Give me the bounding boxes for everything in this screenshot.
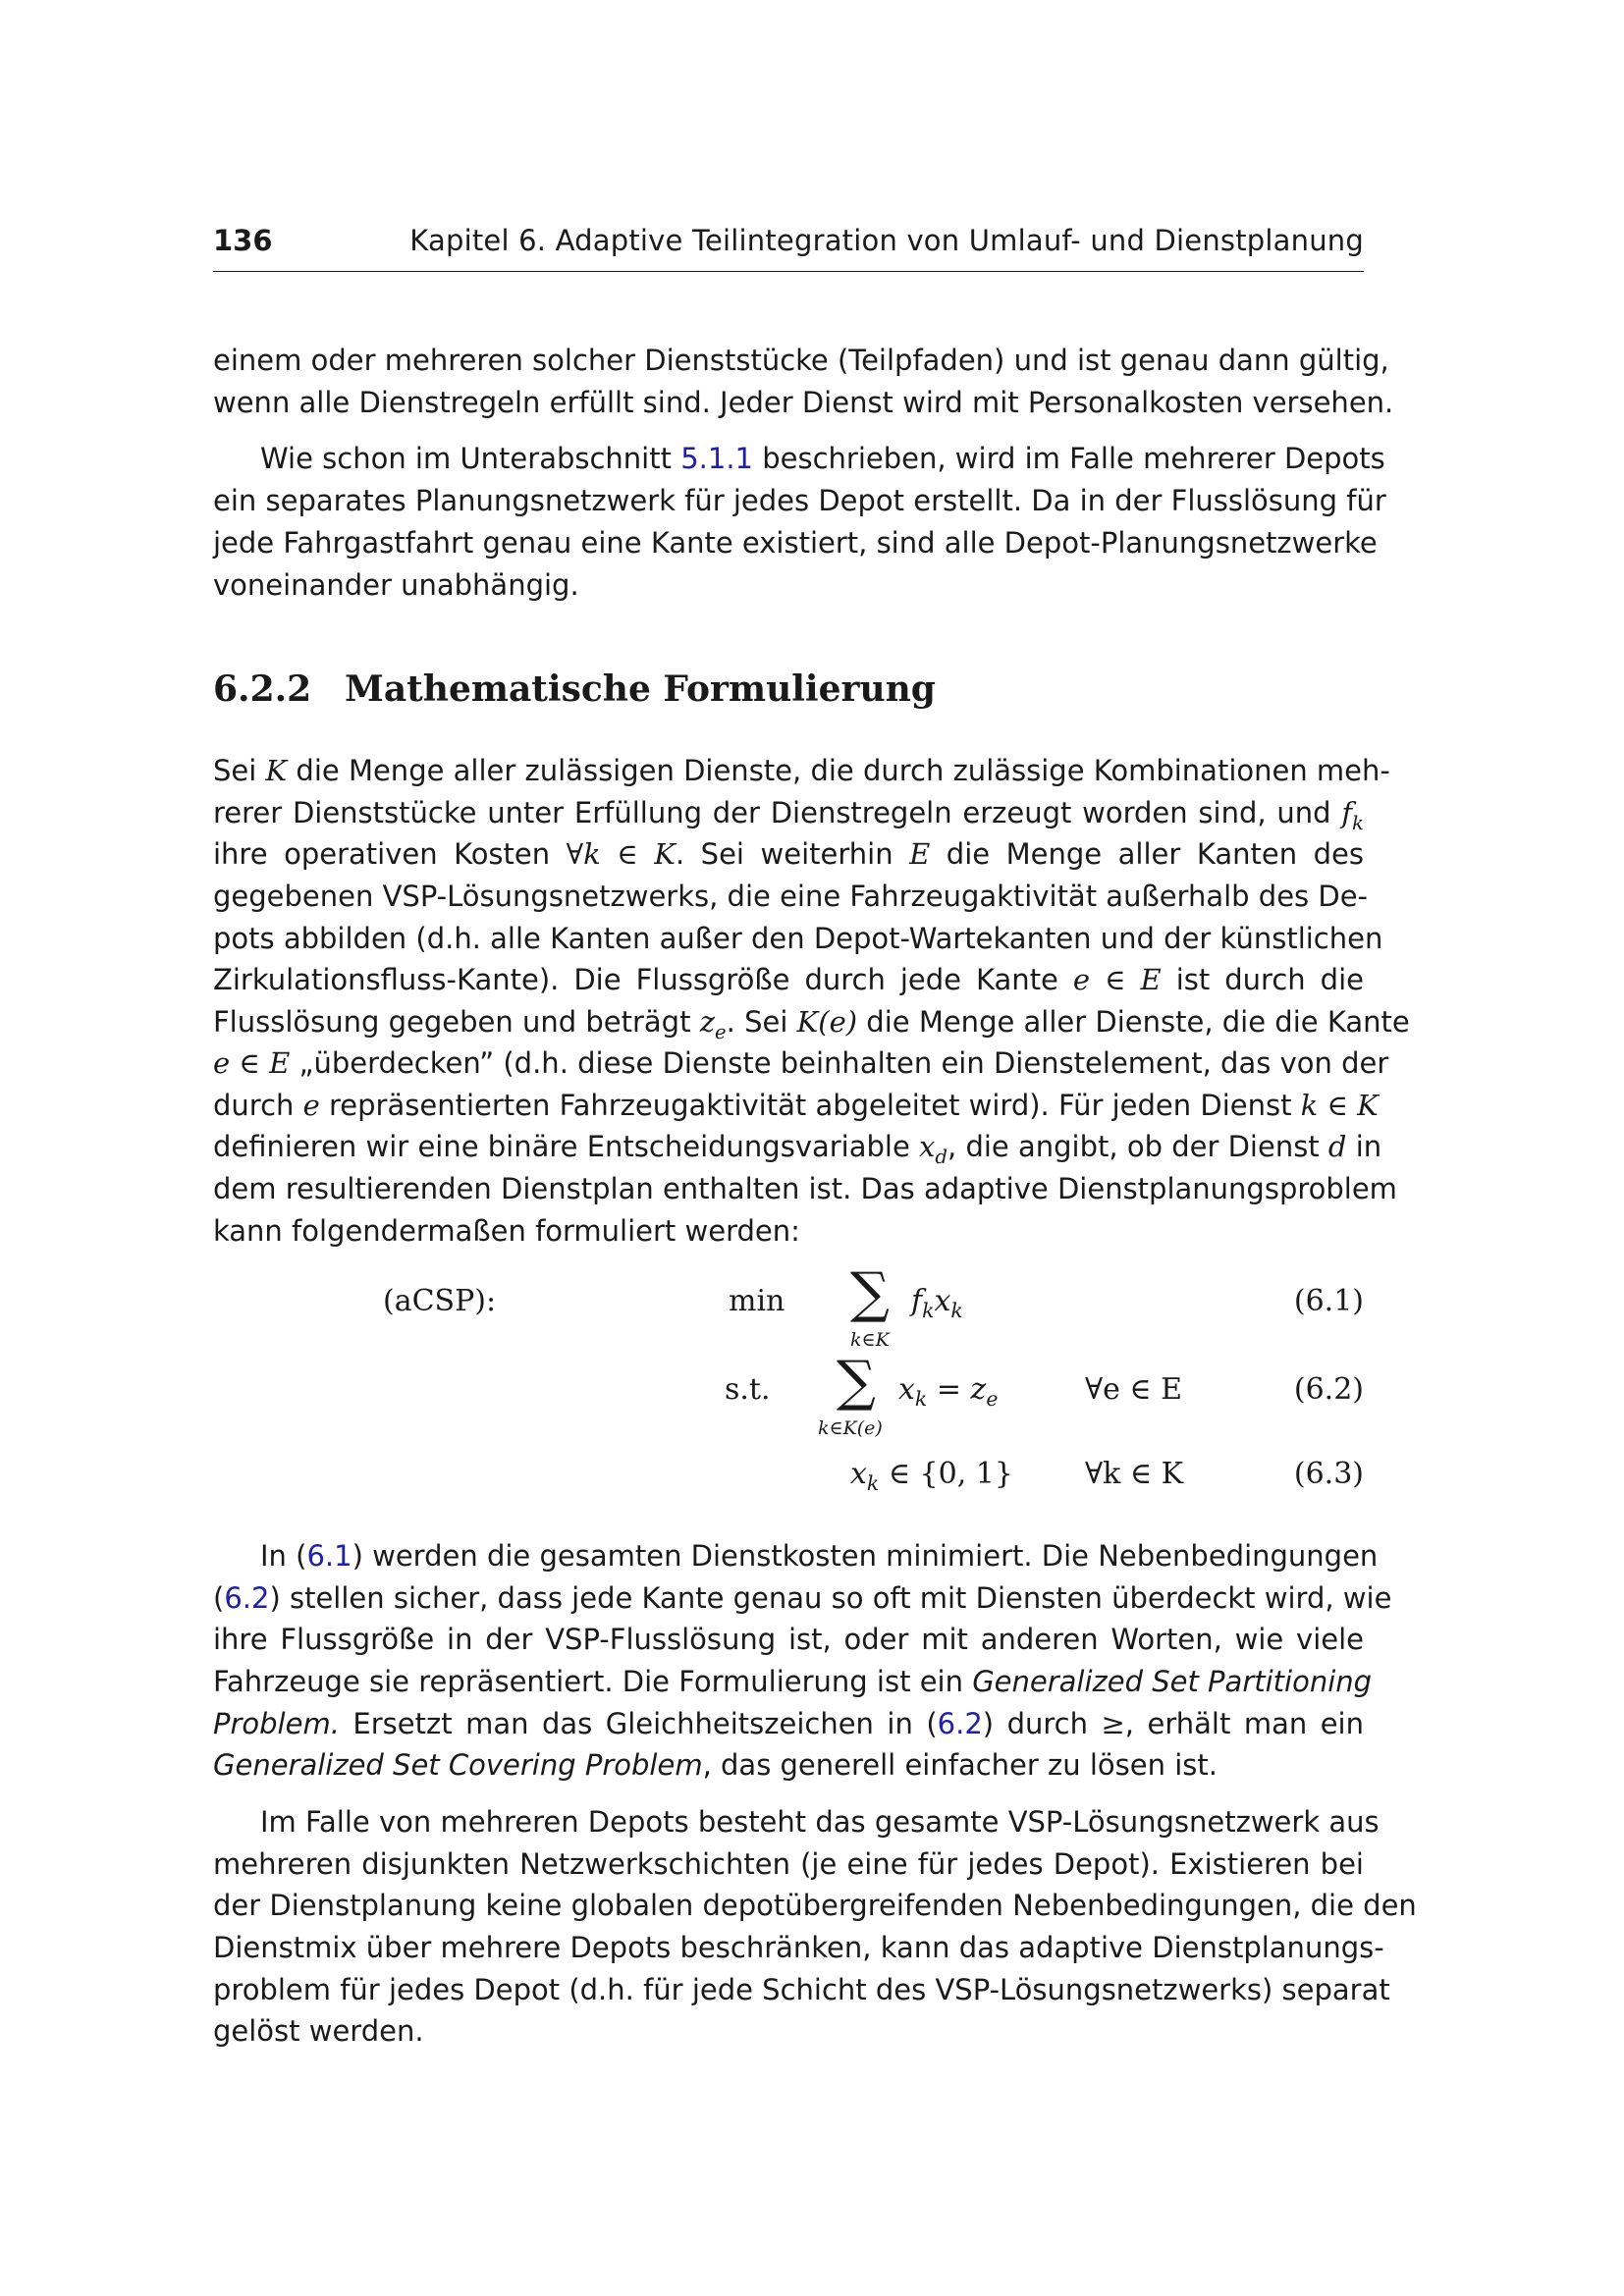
text-line: der Dienstplanung keine globalen depotübergreifenden Nebenbedingungen, die den <box>213 1889 1417 1922</box>
sum-symbol: ∑ <box>837 1350 876 1414</box>
text-line: Im Falle von mehreren Depots besteht das gesamte VSP-Lösungsnetzwerk aus <box>260 1805 1380 1839</box>
crossref-link[interactable]: 6.2 <box>937 1707 983 1740</box>
text-line: ihre operativen Kosten ∀k ∈ K. Sei weiterhin E die Menge aller Kanten des <box>213 837 1364 871</box>
text-line: rerer Dienststücke unter Erfüllung der Dienstregeln erzeugt worden sind, und $f_k$ <box>213 796 1364 834</box>
text-line: Wie schon im Unterabschnitt 5.1.1 beschrieben, wird im Falle mehrerer Depots <box>260 442 1385 475</box>
equation-number: (6.2) <box>1293 1372 1364 1407</box>
text-line: Flusslösung gegeben und beträgt $z_e$. Sei K(e) die Menge aller Dienste, die die Kante <box>213 1005 1410 1043</box>
equation-number: (6.3) <box>1293 1457 1364 1491</box>
objective-expression: $f_kx_k$ <box>911 1284 963 1322</box>
equation-number: (6.1) <box>1293 1284 1364 1318</box>
text-line: ihre Flussgröße in der VSP-Flusslösung ist, oder mit anderen Worten, wie viele <box>213 1623 1364 1656</box>
section-heading <box>213 668 936 710</box>
text-line: Problem. Ersetzt man das Gleichheitszeichen in (6.2) durch ≥, erhält man ein <box>213 1707 1364 1740</box>
text-line: Zirkulationsfluss-Kante). Die Flussgröße durch jede Kante e ∈ E ist durch die <box>213 963 1364 996</box>
crossref-link[interactable]: 5.1.1 <box>680 442 753 475</box>
text-line: e ∈ E „überdecken” (d.h. diese Dienste beinhalten ein Dienstelement, das von der <box>213 1046 1389 1080</box>
text-line: problem für jedes Depot (d.h. für jede Schicht des VSP-Lösungsnetzwerks) separat <box>213 1973 1390 2006</box>
constraint-quantifier: ∀k ∈ K <box>1085 1457 1183 1491</box>
sum-index: k∈K(e) <box>818 1417 883 1439</box>
text-line: Fahrzeuge sie repräsentiert. Die Formulierung ist ein Generalized Set Partitioning <box>213 1665 1373 1698</box>
text-line: pots abbilden (d.h. alle Kanten außer den Depot-Wartekanten und der künstlichen <box>213 922 1383 955</box>
text-line: voneinander unabhängig. <box>213 568 579 602</box>
section-number: 6.2.2 <box>213 668 312 710</box>
sum-index: k∈K <box>850 1329 890 1351</box>
running-header <box>213 224 1364 272</box>
text-line: gegebenen VSP-Lösungsnetzwerks, die eine Fahrzeugaktivität außerhalb des De- <box>213 880 1369 913</box>
text-line: durch e repräsentierten Fahrzeugaktivität abgeleitet wird). Für jeden Dienst k ∈ K <box>213 1089 1379 1122</box>
section-title: Mathematische Formulierung <box>345 668 936 710</box>
text-line: jede Fahrgastfahrt genau eine Kante existiert, sind alle Depot-Planungsnetzwerke <box>213 526 1378 560</box>
text-line: kann folgendermaßen formuliert werden: <box>213 1214 800 1248</box>
text-line: wenn alle Dienstregeln erfüllt sind. Jeder Dienst wird mit Personalkosten versehen. <box>213 386 1394 419</box>
sum-symbol: ∑ <box>850 1261 890 1325</box>
text-line: (6.2) stellen sicher, dass jede Kante genau so oft mit Diensten überdeckt wird, wie <box>213 1581 1392 1615</box>
text-line: Sei K die Menge aller zulässigen Dienste, die durch zulässige Kombinationen meh- <box>213 754 1390 787</box>
constraint-expression: $x_k = z_e$ <box>898 1372 999 1411</box>
text-line: Generalized Set Covering Problem, das generell einfacher zu lösen ist. <box>213 1748 1218 1782</box>
text-line: In (6.1) werden die gesamten Dienstkosten minimiert. Die Nebenbedingungen <box>260 1539 1379 1573</box>
text-line: einem oder mehreren solcher Dienststücke (Teilpfaden) und ist genau dann gültig, <box>213 344 1389 377</box>
crossref-link[interactable]: 6.2 <box>224 1581 270 1615</box>
min-keyword: min <box>729 1284 785 1318</box>
text-line: dem resultierenden Dienstplan enthalten ist. Das adaptive Dienstplanungsproblem <box>213 1172 1397 1205</box>
chapter-title: Kapitel 6. Adaptive Teilintegration von Umlauf- und Dienstplanung <box>409 224 1364 257</box>
text-line: mehreren disjunkten Netzwerkschichten (je eine für jedes Depot). Existieren bei <box>213 1847 1364 1881</box>
text-line: gelöst werden. <box>213 2014 424 2048</box>
constraint-expression: $x_k$ ∈ {0, 1} <box>850 1457 1013 1495</box>
text-line: ein separates Planungsnetzwerk für jedes Depot erstellt. Da in der Flusslösung für <box>213 484 1386 517</box>
page-number: 136 <box>213 224 273 257</box>
st-keyword: s.t. <box>725 1372 771 1407</box>
text-line: Dienstmix über mehrere Depots beschränken, kann das adaptive Dienstplanungs- <box>213 1931 1384 1964</box>
model-name: (aCSP): <box>383 1284 497 1318</box>
crossref-link[interactable]: 6.1 <box>306 1539 352 1573</box>
text-line: definieren wir eine binäre Entscheidungsvariable $x_d$, die angibt, ob der Dienst d in <box>213 1130 1382 1168</box>
constraint-quantifier: ∀e ∈ E <box>1085 1372 1183 1407</box>
